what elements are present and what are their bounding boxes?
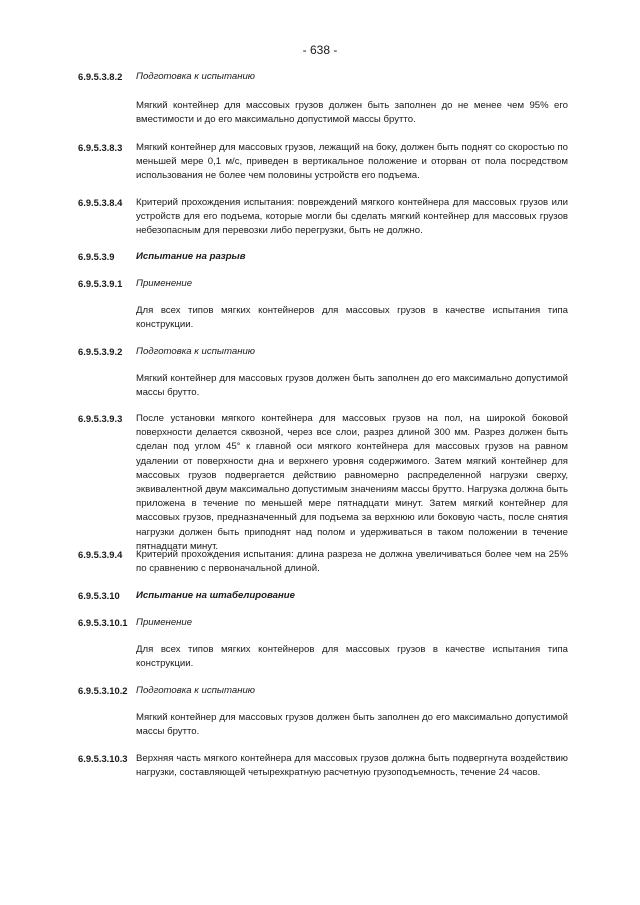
section-6-9-5-3-8-3: [78, 141, 568, 184]
section-heading: Испытание на разрыв: [136, 251, 246, 262]
section-heading: Подготовка к испытанию: [136, 71, 256, 82]
section-6-9-5-3-10-3: [78, 752, 568, 780]
section-heading: Подготовка к испытанию: [136, 685, 256, 696]
section-number: 6.9.5.3.9: [78, 251, 115, 262]
section-6-9-5-3-8-4: [78, 196, 568, 239]
section-number: 6.9.5.3.10.2: [78, 685, 128, 696]
paragraph: Для всех типов мягких контейнеров для массовых грузов в качестве испытания типа конструкции.: [136, 644, 568, 670]
paragraph: Для всех типов мягких контейнеров для массовых грузов в качестве испытания типа конструкции.: [136, 305, 568, 331]
section-text: Критерий прохождения испытания: повреждений мягкого контейнера для массовых грузов или устройств для его подъема, которые могли бы сделать мягкий контейнер для массовых грузов небезопасным для перевозки либо перегрузки, быть не должно.: [136, 197, 568, 237]
section-text: Мягкий контейнер для массовых грузов, лежащий на боку, должен быть поднят со скоростью по меньшей мере 0,1 м/с, приведен в вертикальное положение и оторван от пола посредством использования не более чем половины устройств его подъема.: [136, 142, 568, 182]
section-text: Критерий прохождения испытания: длина разреза не должна увеличиваться более чем на 25% по сравнению с первоначальной длиной.: [136, 549, 568, 575]
section-number: 6.9.5.3.9.3: [78, 413, 123, 424]
section-number: 6.9.5.3.9.1: [78, 278, 123, 289]
section-number: 6.9.5.3.10.3: [78, 753, 128, 764]
section-6-9-5-3-9-4: [78, 548, 568, 576]
section-number: 6.9.5.3.10.1: [78, 617, 128, 628]
section-6-9-5-3-9-1: [78, 277, 568, 291]
section-heading: Подготовка к испытанию: [136, 346, 256, 357]
paragraph: Мягкий контейнер для массовых грузов должен быть заполнен до его максимально допустимой массы брутто.: [136, 712, 568, 738]
section-6-9-5-3-9-2: [78, 345, 568, 359]
section-number: 6.9.5.3.10: [78, 590, 120, 601]
section-number: 6.9.5.3.9.4: [78, 549, 123, 560]
section-text: Верхняя часть мягкого контейнера для массовых грузов должна быть подвергнута воздействию нагрузки, составляющей четырехкратную расчетную грузоподъемность, течение 24 часов.: [136, 753, 568, 779]
section-heading: Применение: [136, 617, 193, 628]
section-6-9-5-3-8-2: [78, 70, 568, 84]
section-heading: Применение: [136, 278, 193, 289]
section-number: 6.9.5.3.8.2: [78, 71, 123, 82]
section-6-9-5-3-9: [78, 250, 568, 264]
section-number: 6.9.5.3.9.2: [78, 346, 123, 357]
section-text: После установки мягкого контейнера для массовых грузов на пол, на широкой боковой поверхности делается сквозной, через все слои, разрез длиной 300 мм. Разрез должен быть сделан под углом 45° к главной оси мягкого контейнера для массовых грузов на равном удалении от поверхности дна и верхнего уровня содержимого. Затем мягкий контейнер для массовых грузов подвергается действию равномерно распределенной нагрузки сверху, эквивалентной двум максимально допустимым значениям массы брутто. Нагрузка должна быть приложена в течение по меньшей мере пятнадцати минут. Затем мягкий контейнер для массовых грузов, предназначенный для подъема за верхнюю или боковую часть, после снятия нагрузки должен быть приподнят над полом и удерживаться в таком положении в течение пятнадцати минут.: [136, 413, 568, 552]
section-6-9-5-3-10: [78, 589, 568, 603]
section-6-9-5-3-9-3: [78, 412, 568, 554]
paragraph: Мягкий контейнер для массовых грузов должен быть заполнен до не менее чем 95% его вместимости и до его максимально допустимой массы брутто.: [136, 100, 568, 126]
section-number: 6.9.5.3.8.4: [78, 197, 123, 208]
section-heading: Испытание на штабелирование: [136, 590, 295, 601]
paragraph: Мягкий контейнер для массовых грузов должен быть заполнен до его максимально допустимой массы брутто.: [136, 373, 568, 399]
page-number: - 638 -: [302, 43, 338, 57]
section-number: 6.9.5.3.8.3: [78, 142, 123, 153]
section-6-9-5-3-10-1: [78, 616, 568, 630]
section-6-9-5-3-10-2: [78, 684, 568, 698]
